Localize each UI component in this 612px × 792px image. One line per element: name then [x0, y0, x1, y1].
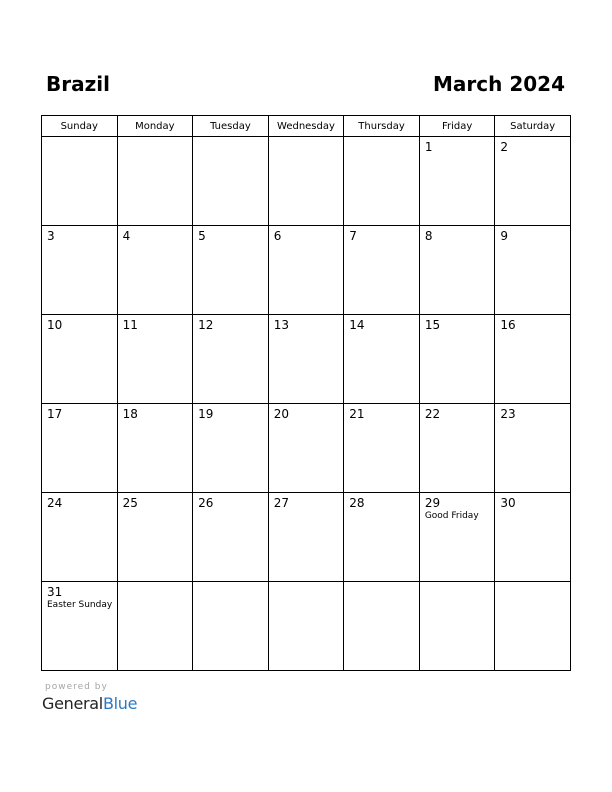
day-cell: [117, 582, 193, 671]
month-title: March 2024: [433, 72, 565, 96]
day-number: 22: [424, 407, 441, 421]
day-number: 3: [47, 229, 55, 243]
day-cell: [268, 404, 344, 493]
weekday-header: Sunday: [42, 116, 118, 137]
day-number: 13: [273, 318, 289, 332]
day-number: 8: [424, 229, 433, 243]
day-number: 12: [198, 318, 214, 332]
weekday-header: Tuesday: [193, 116, 269, 137]
day-number: 9: [500, 229, 509, 243]
day-cell: [117, 226, 193, 315]
day-number: 10: [47, 318, 63, 332]
day-cell: [268, 582, 344, 671]
week-row: [42, 226, 571, 315]
day-number: 20: [273, 407, 289, 421]
powered-by-label: powered by: [45, 682, 108, 692]
day-cell: [193, 226, 269, 315]
day-cell: [344, 226, 420, 315]
day-number: [495, 582, 570, 585]
day-number: 30: [500, 496, 516, 510]
day-number: 27: [273, 496, 289, 510]
day-cell: [117, 404, 193, 493]
day-number: [344, 137, 419, 140]
day-cell: [419, 582, 495, 671]
holiday-label: Good Friday: [424, 511, 479, 521]
day-number: 18: [122, 407, 138, 421]
day-cell: [495, 315, 571, 404]
day-cell: [42, 137, 118, 226]
logo-text-general: General: [42, 694, 103, 713]
day-number: 1: [424, 140, 433, 154]
calendar-grid: [41, 115, 571, 671]
week-row: [42, 137, 571, 226]
day-cell: [117, 493, 193, 582]
day-number: [193, 137, 268, 140]
weekday-header: Saturday: [495, 116, 571, 137]
day-cell: [268, 315, 344, 404]
day-cell: [193, 404, 269, 493]
day-cell: [344, 493, 420, 582]
day-cell: [193, 137, 269, 226]
day-number: [344, 582, 419, 585]
day-number: 31: [47, 585, 63, 599]
day-cell: [344, 404, 420, 493]
day-number: 6: [273, 229, 282, 243]
day-cell: [419, 493, 495, 582]
country-title: Brazil: [46, 72, 110, 96]
day-cell: [495, 493, 571, 582]
day-number: 5: [198, 229, 206, 243]
day-cell: [42, 404, 118, 493]
generalblue-logo[interactable]: [42, 694, 137, 714]
logo-text-blue: Blue: [102, 694, 138, 713]
day-cell: [419, 404, 495, 493]
day-cell: [268, 493, 344, 582]
day-cell: [344, 315, 420, 404]
day-cell: [495, 226, 571, 315]
day-number: [193, 582, 268, 585]
day-cell: [42, 226, 118, 315]
day-number: 16: [500, 318, 516, 332]
day-cell: [495, 404, 571, 493]
day-number: 7: [349, 229, 357, 243]
week-row: [42, 493, 571, 582]
week-row: [42, 404, 571, 493]
day-number: 15: [424, 318, 441, 332]
day-number: 29: [424, 496, 441, 510]
day-number: [420, 582, 495, 585]
day-cell: [42, 315, 118, 404]
day-cell: [419, 226, 495, 315]
day-cell: [495, 582, 571, 671]
weekday-header: Friday: [419, 116, 495, 137]
day-cell: [419, 137, 495, 226]
day-number: [269, 137, 344, 140]
day-number: 28: [349, 496, 365, 510]
week-row: [42, 315, 571, 404]
holiday-label: Easter Sunday: [47, 600, 113, 610]
day-number: [42, 137, 117, 140]
day-cell: [193, 582, 269, 671]
day-number: [118, 582, 193, 585]
day-number: [269, 582, 344, 585]
day-number: 23: [500, 407, 516, 421]
day-number: 26: [198, 496, 214, 510]
day-number: 19: [198, 407, 214, 421]
day-number: 4: [122, 229, 131, 243]
day-number: 14: [349, 318, 365, 332]
day-cell: [419, 315, 495, 404]
day-cell: [193, 315, 269, 404]
day-cell: [193, 493, 269, 582]
weekday-header-row: [42, 116, 571, 137]
day-number: 21: [349, 407, 365, 421]
day-cell: [117, 315, 193, 404]
day-number: [118, 137, 193, 140]
weekday-header: Wednesday: [268, 116, 344, 137]
day-cell: [344, 137, 420, 226]
day-number: 24: [47, 496, 63, 510]
week-row: [42, 582, 571, 671]
day-cell: [42, 582, 118, 671]
day-number: 2: [500, 140, 509, 154]
day-number: 25: [122, 496, 138, 510]
day-cell: [495, 137, 571, 226]
weekday-header: Thursday: [344, 116, 420, 137]
day-cell: [117, 137, 193, 226]
day-cell: [344, 582, 420, 671]
day-cell: [268, 226, 344, 315]
day-cell: [268, 137, 344, 226]
day-number: 17: [47, 407, 63, 421]
day-cell: [42, 493, 118, 582]
weekday-header: Monday: [117, 116, 193, 137]
day-number: 11: [122, 318, 138, 332]
